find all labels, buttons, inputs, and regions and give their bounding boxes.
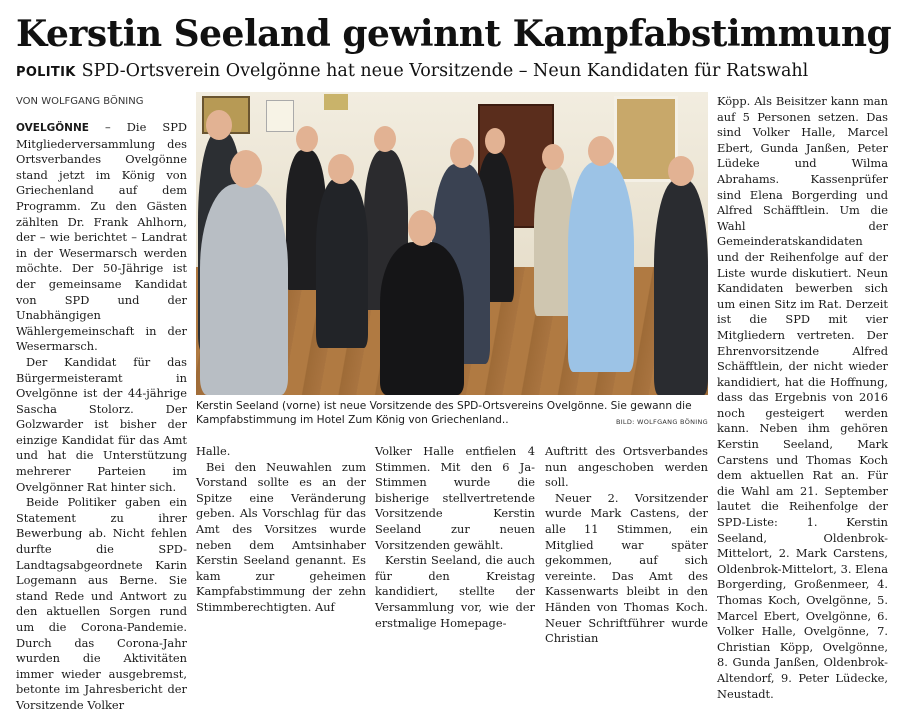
person-head bbox=[328, 154, 354, 184]
person-figure bbox=[568, 162, 634, 372]
paragraph bbox=[16, 120, 187, 355]
headline: Kerstin Seeland gewinnt Kampfabstimmung bbox=[16, 13, 892, 55]
byline: VON WOLFGANG BÖNING bbox=[16, 96, 144, 107]
paragraph: Köpp. Als Beisitzer kann man auf 5 Personen setzen. Das sind Volker Halle, Marcel Ebert, Gunda Janßen, Peter Lüdeke und Wilma Abrahams. Kassenprüfer sind Elena Borgerding und Alfred Schäfftlein. Um die Wahl der Gemeinderatskandidaten und der Reihenfolge auf der Liste wurde diskutiert. Neun Kandidaten bewerben sich um einen Sitz im Rat. Derzeit ist die SPD mit vier Mitgliedern vertreten. Der Ehrenvorsitzende Alfred Schäfftlein, der nicht wieder kandidiert, hat die Hoffnung, dass das Ergebnis von 2016 noch gesteigert werden kann. Neben ihm gehören Kerstin Seeland, Mark Carstens und Thomas Koch dem aktuellen Rat an. Für die Wahl am 21. September lautet die Reihenfolge der SPD-Liste: 1. Kerstin Seeland, Oldenbrok-Mittelort, 2. Mark Carstens, Oldenbrok-Mittelort, 3. Elena Borgerding, Großenmeer, 4. Thomas Koch, Ovelgönne, 5. Marcel Ebert, Ovelgönne, 6. Volker Halle, Ovelgönne, 7. Christian Köpp, Ovelgönne, 8. Gunda Janßen, Oldenbrok-Altendorf, 9. Peter Lüdecke, Neustadt. bbox=[717, 94, 888, 701]
paragraph: Halle. bbox=[196, 444, 231, 458]
subheadline-text: SPD-Ortsverein Ovelgönne hat neue Vorsitzende – Neun Kandidaten für Ratswahl bbox=[81, 61, 809, 81]
photo-wall-picture bbox=[324, 94, 348, 110]
paragraph: Der Kandidat für das Bürgermeisteramt in Ovelgönne ist der 44-jährige Sascha Stolorz. Der Golzwarder ist bisher der einzige Kandidat für das Amt und hat die Unterstützung mehrerer Parteien im Ovelgönner Rat hinter sich. bbox=[16, 354, 187, 494]
paragraph: Kerstin Seeland, die auch für den Kreistag kandidiert, stellte der Versammlung vor, wie der erstmalige Homepage- bbox=[375, 553, 535, 630]
paragraph: Neuer 2. Vorsitzender wurde Mark Castens, der alle 11 Stimmen, ein Mitglied war später gekommen, auf sich vereinte. Das Amt des Kassenwarts bleibt in den Händen von Thomas Koch. Neuer Schriftführer wurde Christian bbox=[545, 490, 708, 646]
person-head bbox=[542, 144, 564, 170]
rubric-label: POLITIK bbox=[16, 65, 76, 80]
paragraph: Volker Halle entfielen 4 Stimmen. Mit den 6 Ja-Stimmen wurde die bisherige stellvertretende Vorsitzende Kerstin Seeland zur neuen Vorsitzenden gewählt. bbox=[375, 444, 535, 552]
person-head bbox=[206, 110, 232, 140]
person-figure bbox=[200, 184, 288, 395]
person-head bbox=[588, 136, 614, 166]
person-head bbox=[408, 210, 436, 246]
person-head bbox=[296, 126, 318, 152]
article-column-4 bbox=[545, 444, 708, 647]
paragraph: Beide Politiker gaben ein Statement zu ihrer Bewerbung ab. Nicht fehlen durfte die SPD-Landtagsabgeordnete Karin Logemann aus Berne. Sie stand Rede und Antwort zu den aktuellen Sorgen rund um die Corona-Pandemie. Durch das Corona-Jahr wurden die Aktivitäten immer wieder ausgebremst, betonte im Jahresbericht der Vorsitzende Volker bbox=[16, 495, 187, 712]
photo-credit: BILD: WOLFGANG BÖNING bbox=[615, 418, 708, 426]
article-column-2 bbox=[196, 444, 366, 616]
person-head bbox=[230, 150, 262, 188]
subheadline bbox=[16, 60, 886, 84]
paragraph: Auftritt des Ortsverbandes nun angeschoben werden soll. bbox=[545, 444, 708, 490]
dateline: OVELGÖNNE bbox=[16, 122, 89, 134]
paragraph-text: – Die SPD Mitgliederversammlung des Ortsverbandes Ovelgönne stand jetzt im König von Griechenland auf dem Programm. Zu den Gästen zählten Dr. Frank Ahlhorn, der – wie berichtet – Landrat in der Wesermarsch werden möchte. Der 50-Jährige ist der gemeinsame Kandidat von SPD und der Unabhängigen Wählergemeinschaft in der Wesermarsch. bbox=[16, 120, 187, 354]
person-figure bbox=[654, 180, 708, 395]
photo-caption: Kerstin Seeland (vorne) ist neue Vorsitzende des SPD-Ortsvereins Ovelgönne. Sie gewann die Kampfabstimmung im Hotel Zum König von Griechenland.. bbox=[196, 400, 692, 426]
person-head bbox=[450, 138, 474, 168]
photo-wall-frame bbox=[266, 100, 294, 132]
person-head bbox=[668, 156, 694, 186]
person-figure bbox=[316, 178, 368, 348]
article-column-3 bbox=[375, 444, 535, 631]
person-head bbox=[374, 126, 396, 152]
group-photo bbox=[196, 92, 708, 395]
paragraph: Bei den Neuwahlen zum Vorstand sollte es an der Spitze eine Veränderung geben. Als Vorschlag für das Amt des Vorsitzes wurde neben dem Amtsinhaber Kerstin Seeland genannt. Es kam zur geheimen Kampfabstimmung der zehn Stimmberechtigten. Auf bbox=[196, 459, 366, 614]
article-column-1 bbox=[16, 120, 187, 714]
person-head bbox=[485, 128, 505, 154]
article-column-5 bbox=[717, 94, 888, 702]
person-figure bbox=[380, 242, 464, 395]
